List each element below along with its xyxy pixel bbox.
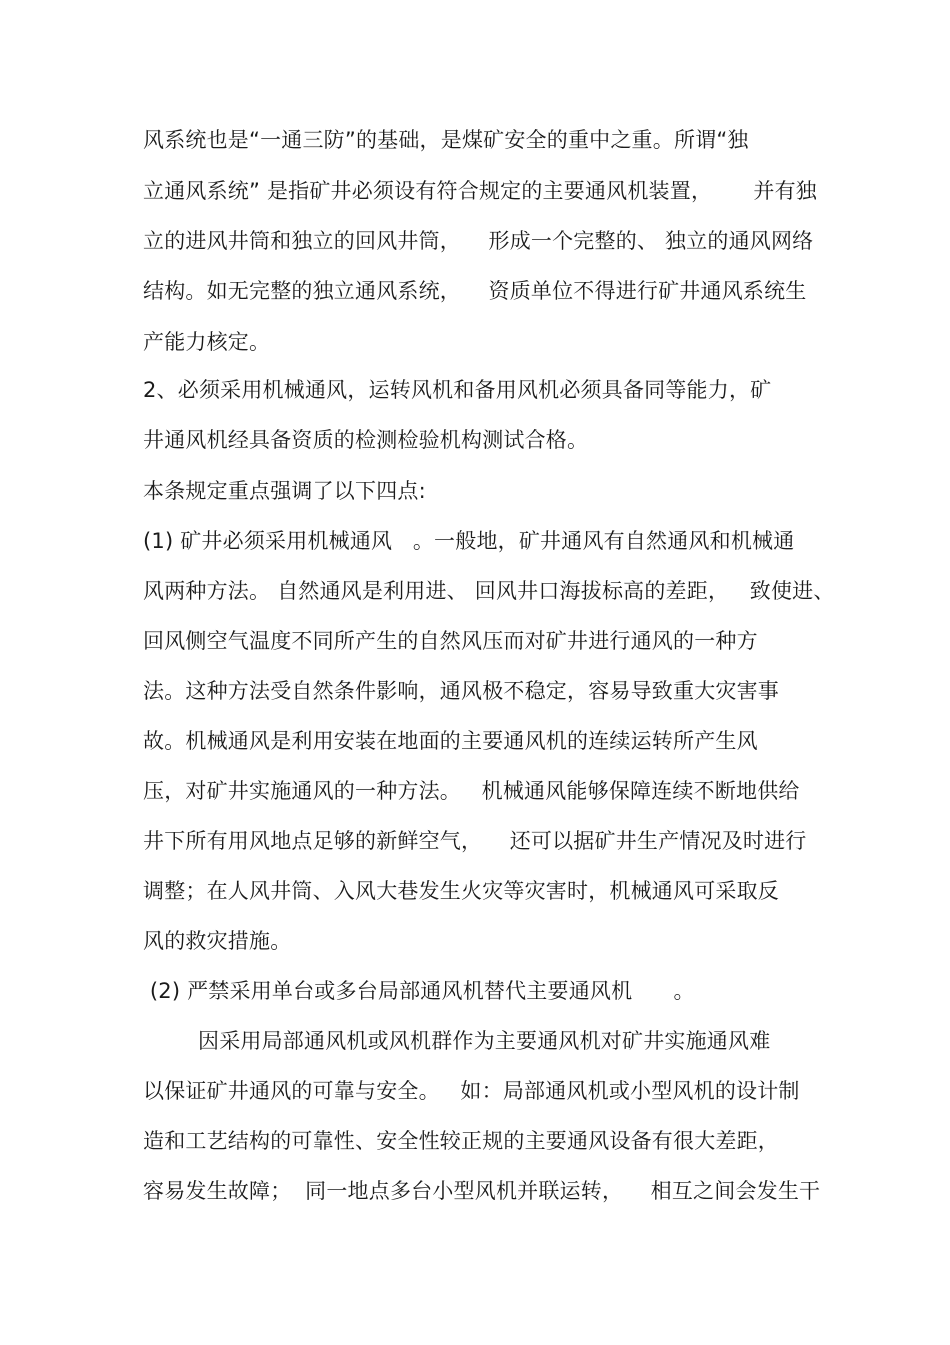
text-line: 本条规定重点强调了以下四点: xyxy=(143,479,426,503)
text-line: 风的救灾措施。 xyxy=(143,929,292,953)
text-line: 调整；在人风井筒、入风大巷发生火灾等灾害时，机械通风可采取反 xyxy=(143,879,779,903)
section-heading: 2、必须采用机械通风，运转风机和备用风机必须具备同等能力，矿 xyxy=(143,378,772,402)
text-line: 井下所有用风地点足够的新鲜空气， 还可以据矿井生产情况及时进行 xyxy=(143,829,807,853)
text-line: 产能力核定。 xyxy=(143,330,271,354)
text-line: 故。机械通风是利用安装在地面的主要通风机的连续运转所产生风 xyxy=(143,729,758,753)
text-line: 风两种方法。 自然通风是利用进、 回风井口海拔标高的差距， 致使进、 xyxy=(143,579,835,603)
text-line: 造和工艺结构的可靠性、安全性较正规的主要通风设备有很大差距， xyxy=(143,1129,779,1153)
text-line: 以保证矿井通风的可靠与安全。 如：局部通风机或小型风机的设计制 xyxy=(143,1079,800,1103)
text-line: 风系统也是“一通三防”的基础，是煤矿安全的重中之重。所谓“独 xyxy=(143,128,749,152)
text-line: 压，对矿井实施通风的一种方法。 机械通风能够保障连续不断地供给 xyxy=(143,779,800,803)
text-line: 法。这种方法受自然条件影响，通风极不稳定，容易导致重大灾害事 xyxy=(143,679,779,703)
text-line: 结构。如无完整的独立通风系统， 资质单位不得进行矿井通风系统生 xyxy=(143,279,807,303)
text-line: 立的进风井筒和独立的回风井筒， 形成一个完整的、 独立的通风网络 xyxy=(143,229,814,253)
list-item-1: (1) 矿井必须采用机械通风 。一般地，矿井通风有自然通风和机械通 xyxy=(143,529,795,553)
text-line: 立通风系统” 是指矿井必须设有符合规定的主要通风机装置， 并有独 xyxy=(143,179,818,203)
text-line: 井通风机经具备资质的检测检验机构测试合格。 xyxy=(143,428,589,452)
list-item-2: (2) 严禁采用单台或多台局部通风机替代主要通风机 。 xyxy=(143,979,695,1003)
text-line: 容易发生故障； 同一地点多台小型风机并联运转， 相互之间会发生干 xyxy=(143,1179,821,1203)
text-line: 因采用局部通风机或风机群作为主要通风机对矿井实施通风难 xyxy=(143,1029,771,1053)
text-line: 回风侧空气温度不同所产生的自然风压而对矿井进行通风的一种方 xyxy=(143,629,758,653)
